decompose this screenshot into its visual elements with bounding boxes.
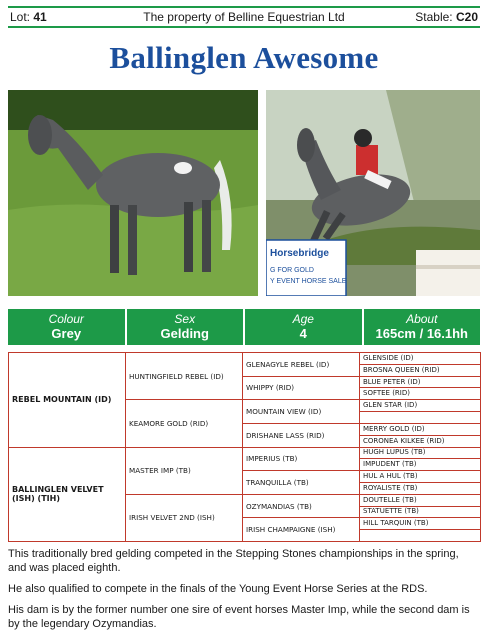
stat-sex bbox=[127, 309, 244, 345]
stat-colour-label: Colour bbox=[48, 312, 84, 326]
pedigree-ds-dam: TRANQUILLA (TB) bbox=[243, 471, 360, 495]
stat-colour bbox=[8, 309, 125, 345]
pedigree-sd-sire: MOUNTAIN VIEW (ID) bbox=[243, 400, 360, 424]
pedigree-g4-10: IMPUDENT (TB) bbox=[360, 459, 481, 471]
pedigree-ds-sire: IMPERIUS (TB) bbox=[243, 447, 360, 471]
pedigree-ss-dam: WHIPPY (RID) bbox=[243, 376, 360, 400]
pedigree-table bbox=[8, 352, 481, 542]
banner-line2: G FOR GOLD bbox=[270, 267, 314, 274]
pedigree-dam-dam: IRISH VELVET 2ND (ISH) bbox=[126, 494, 243, 541]
pedigree-g4-4: SOFTEE (RID) bbox=[360, 388, 481, 400]
pedigree-g4-3: BLUE PETER (ID) bbox=[360, 376, 481, 388]
description-paragraph-1: This traditionally bred gelding competed in the Stepping Stones championships in the spring, and was placed eighth. bbox=[8, 548, 459, 574]
banner-line1: Horsebridge bbox=[270, 248, 329, 259]
pedigree-g4-5: GLEN STAR (ID) bbox=[360, 400, 481, 412]
pedigree-g4-11: HUL A HUL (TB) bbox=[360, 471, 481, 483]
pedigree-g4-8: CORONEA KILKEE (RID) bbox=[360, 435, 481, 447]
stat-age-value: 4 bbox=[299, 326, 307, 341]
horse-description bbox=[8, 547, 480, 638]
pedigree-g4-1: GLENSIDE (ID) bbox=[360, 353, 481, 365]
pedigree-g4-16 bbox=[360, 530, 481, 542]
stable-info bbox=[415, 10, 478, 24]
horse-name-title: Ballinglen Awesome bbox=[109, 40, 379, 75]
pedigree-g4-14: STATUETTE (TB) bbox=[360, 506, 481, 518]
pedigree-sire: REBEL MOUNTAIN (ID) bbox=[9, 353, 126, 448]
pedigree-g4-15: HILL TARQUIN (TB) bbox=[360, 518, 481, 530]
pedigree-dd-sire: OZYMANDIAS (TB) bbox=[243, 494, 360, 518]
pedigree-ss-sire: GLENAGYLE REBEL (ID) bbox=[243, 353, 360, 377]
pedigree-sd-dam: DRISHANE LASS (RID) bbox=[243, 423, 360, 447]
stable-number: C20 bbox=[455, 10, 478, 24]
pedigree-g4-12: ROYALISTE (TB) bbox=[360, 482, 481, 494]
pedigree-g4-6 bbox=[360, 412, 481, 424]
pedigree-dd-dam: IRISH CHAMPAIGNE (ISH) bbox=[243, 518, 360, 542]
horse-stats-bar bbox=[8, 309, 480, 345]
pedigree-g4-13: DOUTELLE (TB) bbox=[360, 494, 481, 506]
stable-label: Stable: bbox=[415, 10, 453, 24]
lot-header-bar bbox=[8, 6, 480, 28]
pedigree-dam-sire: MASTER IMP (TB) bbox=[126, 447, 243, 494]
stat-about bbox=[364, 309, 481, 345]
stat-about-value: 165cm / 16.1hh bbox=[375, 326, 468, 341]
lot-number: 41 bbox=[33, 10, 47, 24]
pedigree-sire-sire: HUNTINGFIELD REBEL (ID) bbox=[126, 353, 243, 400]
stat-sex-label: Sex bbox=[174, 312, 196, 326]
owner-text: The property of Belline Equestrian Ltd bbox=[143, 10, 345, 24]
pedigree-g4-7: MERRY GOLD (ID) bbox=[360, 423, 481, 435]
horse-jumping-photo bbox=[266, 90, 480, 296]
description-paragraph-3: His dam is by the former number one sire of event horses Master Imp, while the second dam is by the legendary Ozymandias. bbox=[8, 604, 470, 630]
horse-standing-photo bbox=[8, 90, 258, 296]
banner-line3: Y EVENT HORSE SALE bbox=[270, 278, 347, 285]
description-paragraph-2: He also qualified to compete in the finals of the Young Event Horse Series at the RDS. bbox=[8, 583, 428, 595]
pedigree-sire-dam: KEAMORE GOLD (RID) bbox=[126, 400, 243, 447]
pedigree-g4-9: HUGH LUPUS (TB) bbox=[360, 447, 481, 459]
stat-about-label: About bbox=[406, 312, 438, 326]
stat-sex-value: Gelding bbox=[160, 326, 209, 341]
lot-label: Lot: bbox=[10, 10, 31, 24]
pedigree-dam: BALLINGLEN VELVET (ISH) (TIH) bbox=[9, 447, 126, 542]
pedigree-g4-2: BROSNA QUEEN (RID) bbox=[360, 364, 481, 376]
stat-age-label: Age bbox=[292, 312, 314, 326]
stat-colour-value: Grey bbox=[51, 326, 82, 341]
stat-age bbox=[245, 309, 362, 345]
